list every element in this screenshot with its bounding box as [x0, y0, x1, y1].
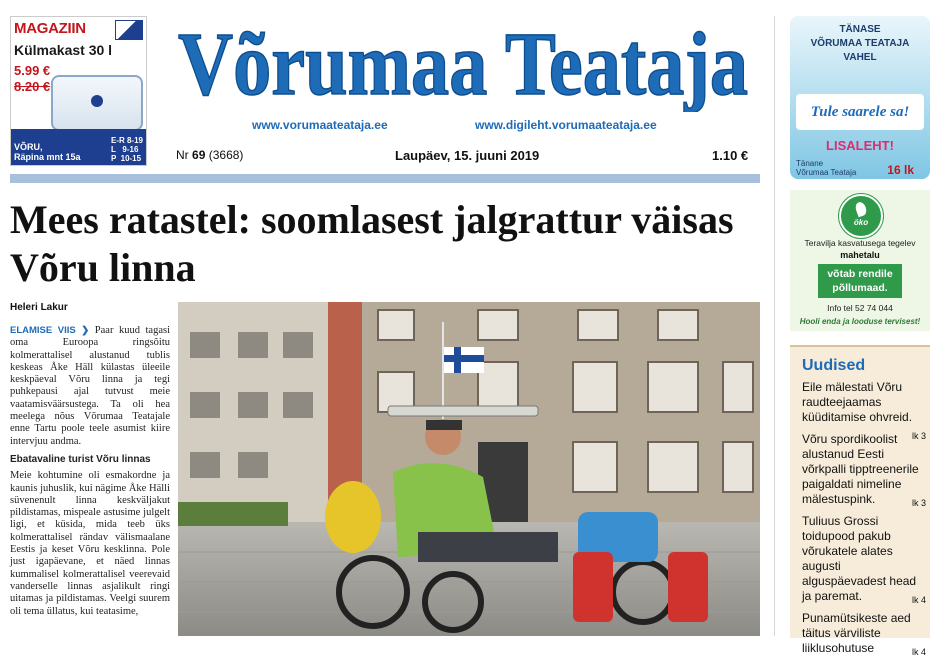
- organic-farm-ad[interactable]: [790, 190, 930, 331]
- news-page-ref: lk 3: [911, 431, 926, 441]
- flag-icon: [115, 20, 143, 40]
- ad-old-price: 8.20 €: [14, 79, 51, 94]
- masthead-title: Võrumaa Teataja: [178, 15, 748, 112]
- eco-tagline: Hooli enda ja looduse tervisest!: [799, 317, 921, 326]
- promo-line-2: VÕRUMAA TEATAJA: [810, 38, 910, 49]
- lead-text: Paar kuud tagasi oma Euroopa ringsõitu kolmerattalisel alustanud tublis keskeas Åke Häll külastas üleeile keskpäeval Võru linna ja tegi puhkepausi ajal tutvust meie vaatamisväärsustega. Ta oli hea meelega nõus Võrumaa Teatajale enne Tartu poole teele asumist kiire intervjuu andma.: [10, 325, 170, 447]
- masthead-rule: [10, 174, 760, 183]
- eco-phone: Info tel 52 74 044: [827, 303, 893, 313]
- issue-total: (3668): [208, 148, 244, 162]
- ad-new-price: 5.99 €: [14, 63, 51, 78]
- article-subhead: Ebatavaline turist Võru linnas: [10, 453, 151, 465]
- news-item[interactable]: Eile mälestati Võru raudteejaamas küüditamise ohvreid. lk 3: [802, 380, 926, 425]
- chevron-right-icon: ❯: [75, 325, 95, 336]
- news-title: Uudised: [802, 357, 866, 374]
- eco-leaf-icon: öko: [839, 194, 883, 238]
- body-paragraph: Meie kohtumine oli esmakordne ja kaunis juhuslik, kui nägime Åke Hälli süvenenult linna keskväljakut pildistamas, mispeale astusime julgelt ligi, et küsida, mida teeb üks kolmerattalisel rändav välismaalane Eestis ja keset Võru kesklinna. Pole just igapäevane, et näed linnas kummalisel kolmerattalisel veerevaid vanderselle linnas asjalikult ringi uitamas ja pildistamas. Veelgi suurem oli tema üllatus, kui teatasime,: [10, 470, 170, 617]
- supplement-promo[interactable]: [790, 16, 930, 179]
- article-author: Heleri Lakur: [10, 302, 68, 313]
- issue-prefix: Nr: [176, 148, 189, 162]
- lead-paragraph: [10, 325, 170, 448]
- issue-date: Laupäev, 15. juuni 2019: [395, 148, 540, 163]
- cyclist-photo: [178, 302, 760, 636]
- article-headline[interactable]: Mees ratastel: soomlasest jalgrattur väisas Võru linna: [10, 197, 734, 290]
- lead-label: ELAMISE VIIS: [10, 325, 76, 336]
- news-page-ref: lk 3: [911, 498, 926, 508]
- promo-page: 16 lk: [887, 163, 914, 177]
- promo-footer: Tänane Võrumaa Teataja: [796, 159, 857, 177]
- column-divider: [774, 16, 775, 636]
- ad-brand: MAGAZIIN: [14, 20, 86, 37]
- masthead-logo[interactable]: [172, 12, 754, 112]
- news-page-ref: lk 4: [911, 647, 926, 657]
- cooler-box-image: [51, 75, 143, 131]
- issue-no: 69: [192, 148, 206, 162]
- ad-product: Külmakast 30 l: [14, 42, 113, 58]
- article-body: [10, 325, 170, 622]
- article-photo[interactable]: [178, 302, 760, 636]
- ad-store-address: VÕRU, Räpina mnt 15a: [14, 142, 81, 162]
- eco-line-1: Teravilja kasvatusega tegelev: [804, 238, 916, 248]
- promo-slogan: Tule saarele sa!: [796, 94, 924, 130]
- issue-price: 1.10 €: [712, 148, 749, 163]
- website-link[interactable]: www.vorumaateataja.ee: [252, 118, 388, 132]
- news-page-ref: lk 4: [911, 595, 926, 605]
- promo-line-3: VAHEL: [843, 52, 877, 63]
- news-item[interactable]: Tuliuus Grossi toidupood pakub võrukatele alates augusti alguspäevadest head ja paremat. lk 4: [802, 514, 926, 604]
- ad-opening-hours: E-R 8-19 L 9-16 P 10-15: [110, 136, 143, 163]
- eco-line-2: mahetalu: [840, 250, 880, 260]
- promo-lisaleht: LISALEHT!: [826, 138, 894, 153]
- news-item[interactable]: Võru spordikoolist alustanud Eesti võrkpalli tipptreenerile paigaldati nimeline mälestuspink. lk 3: [802, 432, 926, 507]
- magaziin-ad[interactable]: [10, 16, 147, 166]
- issue-number: [176, 148, 243, 162]
- promo-line-1: TÄNASE: [839, 24, 881, 35]
- news-item[interactable]: Punamütsikeste aed täitus värviliste liiklusohutuse lk 4: [802, 611, 926, 656]
- digital-edition-link[interactable]: www.digileht.vorumaateataja.ee: [475, 118, 657, 132]
- eco-offer: võtab rendile põllumaad.: [818, 264, 902, 298]
- news-sidebar: [790, 345, 930, 657]
